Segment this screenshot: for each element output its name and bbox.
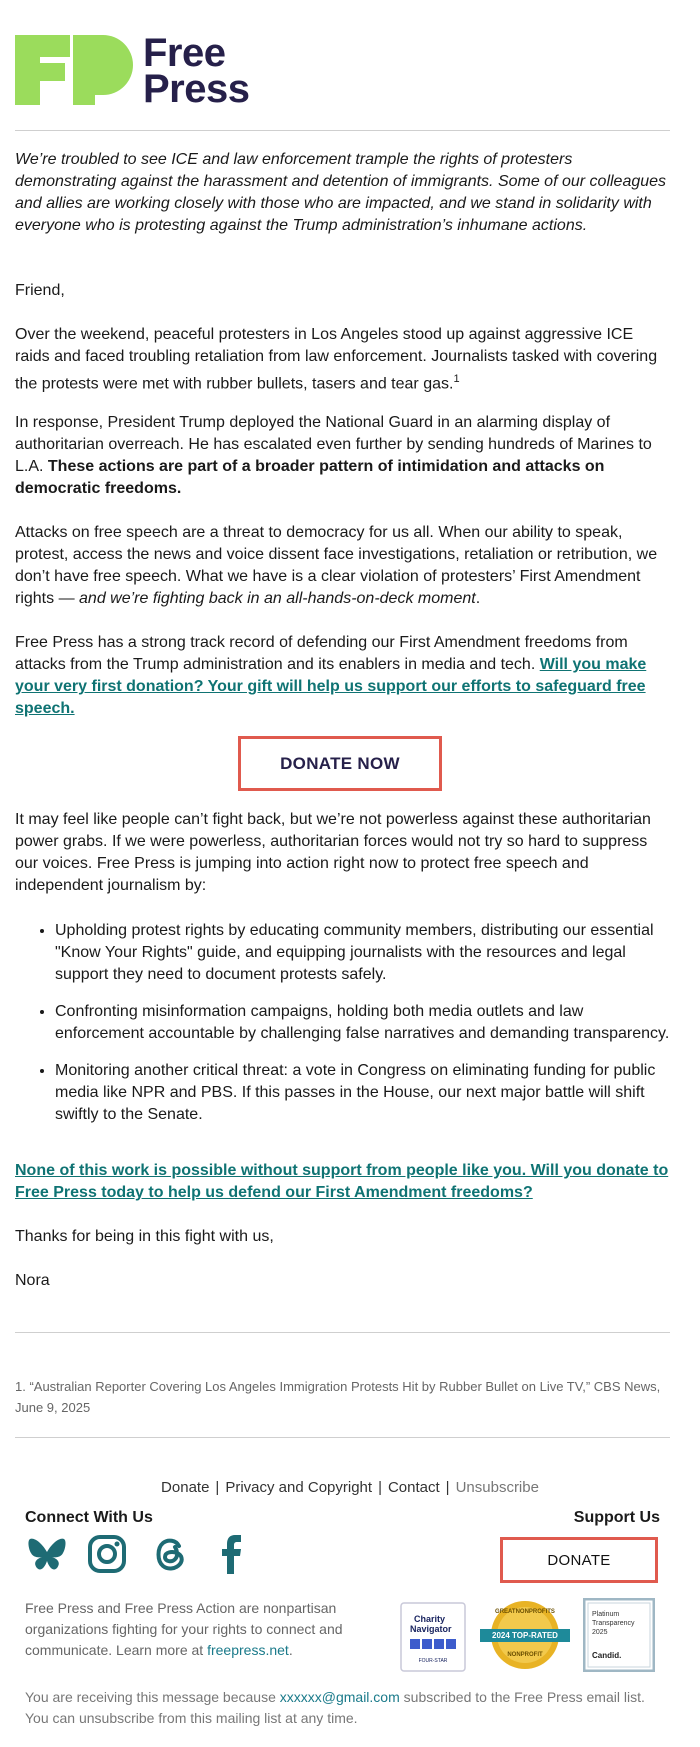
action-list <box>15 920 670 1141</box>
footer-unsubscribe-link[interactable]: Unsubscribe <box>455 1479 539 1496</box>
svg-text:Charity: Charity <box>414 1614 446 1624</box>
logo-line-2: Press <box>143 67 250 111</box>
header-divider <box>15 130 670 131</box>
paragraph-protests <box>15 324 670 395</box>
separator: | <box>215 1479 220 1496</box>
fp-logo-mark <box>15 35 133 105</box>
charity-navigator-badge <box>400 1602 466 1672</box>
connect-with-us-title: Connect With Us <box>25 1509 153 1526</box>
svg-text:FOUR-STAR: FOUR-STAR <box>418 1658 448 1664</box>
paragraph-free-speech-italic: and we’re fighting back in an all-hands-on-deck moment <box>79 590 476 607</box>
footer-divider <box>15 1437 670 1438</box>
footnote-divider <box>15 1332 670 1333</box>
footnote: 1. “Australian Reporter Covering Los Angeles Immigration Protests Hit by Rubber Bullet on Live TV,” CBS News, June 9, 2025 <box>15 1379 661 1415</box>
donate-today-link[interactable]: None of this work is possible without support from people like you. Will you donate to Free Press today to help us defend our First Amendment freedoms? <box>15 1162 669 1201</box>
notice-pre: You are receiving this message because <box>25 1689 280 1705</box>
svg-text:Transparency: Transparency <box>592 1620 635 1627</box>
about-text-body: Free Press and Free Press Action are nonpartisan organizations fighting for your rights to connect and communicate. Learn more at <box>25 1600 343 1658</box>
facebook-icon[interactable] <box>210 1532 258 1580</box>
footer-privacy-link[interactable]: Privacy and Copyright <box>225 1479 373 1496</box>
signature: Nora <box>15 1272 50 1289</box>
list-item: • Upholding protest rights by educating community members, distributing our essential "Know Your Rights" guide, and equipping journalists with the resources and legal support they need to document protests safely. <box>55 920 670 986</box>
notice-post: subscribed to the Free Press email list. You can unsubscribe from this mailing list at any time. <box>25 1689 645 1726</box>
svg-text:GREATNONPROFITS: GREATNONPROFITS <box>495 1609 555 1615</box>
paragraph-not-powerless: It may feel like people can’t fight back, but we’re not powerless against these authoritarian power grabs. If we were powerless, authoritarian forces would not try so hard to suppress our voices. Free Press is jumping into action right now to protect free speech and independent journalism by: <box>15 811 651 894</box>
svg-text:2024 TOP-RATED: 2024 TOP-RATED <box>492 1631 558 1640</box>
support-us-title: Support Us <box>573 1509 660 1526</box>
closing-line: Thanks for being in this fight with us, <box>15 1228 274 1245</box>
footnote-ref[interactable]: 1 <box>453 373 460 385</box>
subscription-notice <box>25 1687 665 1729</box>
freepress-link[interactable]: freepress.net <box>207 1642 289 1658</box>
paragraph-response-bold: These actions are part of a broader pattern of intimidation and attacks on democratic freedoms. <box>15 458 605 497</box>
greeting: Friend, <box>15 282 65 299</box>
list-item: • Monitoring another critical threat: a vote in Congress on eliminating funding for public media like NPR and PBS. If this passes in the House, our next major battle will shift swiftly to the Senate. <box>55 1060 670 1126</box>
svg-text:Candid.: Candid. <box>592 1651 622 1660</box>
bluesky-icon[interactable] <box>25 1532 73 1580</box>
paragraph-response <box>15 412 670 500</box>
list-item: • Confronting misinformation campaigns, holding both media outlets and law enforcement accountable by challenging false narratives and demanding transparency. <box>55 1001 670 1045</box>
logo-wordmark <box>143 31 250 111</box>
first-donation-link[interactable]: Will you make your very first donation? Your gift will help us support our efforts to safeguard free speech. <box>15 656 647 717</box>
svg-text:Navigator: Navigator <box>410 1624 452 1634</box>
paragraph-response-text: In response, President Trump deployed the National Guard in an alarming display of authoritarian overreach. He has escalated even further by sending hundreds of Marines to L.A. <box>15 414 652 475</box>
candid-transparency-badge <box>583 1598 655 1672</box>
donate-now-button[interactable]: DONATE NOW <box>238 736 442 791</box>
free-press-logo[interactable] <box>15 31 275 111</box>
footer-donate-button[interactable]: DONATE <box>500 1537 658 1583</box>
paragraph-free-speech-text: Attacks on free speech are a threat to democracy for us all. When our ability to speak, protest, access the news and voice dissent face investigations, retaliation or retribution, we don’t have free speech. What we have is a clear violation of protesters’ First Amendment rights — <box>15 524 658 607</box>
paragraph-track-record <box>15 632 670 720</box>
paragraph-cta <box>15 1160 670 1204</box>
logo-line-1: Free <box>143 31 226 75</box>
paragraph-free-speech-end: . <box>475 590 481 607</box>
svg-text:Platinum: Platinum <box>592 1611 620 1618</box>
intro-statement: We’re troubled to see ICE and law enforcement trample the rights of protesters demonstrating against the harassment and detention of immigrants. Some of our colleagues and allies are working closely with those who are impacted, and we stand in solidarity with everyone who is protesting against the Trump administration’s inhumane actions. <box>15 151 667 234</box>
subscriber-email-link[interactable]: xxxxxx@gmail.com <box>279 1689 400 1705</box>
footer-contact-link[interactable]: Contact <box>387 1479 440 1496</box>
footer-donate-link[interactable]: Donate <box>161 1479 210 1496</box>
svg-text:NONPROFIT: NONPROFIT <box>507 1652 543 1658</box>
threads-icon[interactable] <box>148 1532 196 1580</box>
great-nonprofits-badge <box>478 1598 572 1674</box>
instagram-icon[interactable] <box>85 1532 133 1580</box>
paragraph-free-speech <box>15 522 670 610</box>
about-text-end: . <box>288 1642 293 1658</box>
separator: | <box>445 1479 450 1496</box>
about-text <box>25 1598 385 1661</box>
footer-links <box>0 1479 700 1496</box>
separator: | <box>378 1479 382 1496</box>
paragraph-track-record-text: Free Press has a strong track record of defending our First Amendment freedoms from attacks from the Trump administration and its enablers in media and tech. <box>15 634 628 673</box>
svg-text:2025: 2025 <box>592 1629 608 1636</box>
paragraph-protests-text: Over the weekend, peaceful protesters in Los Angeles stood up against aggressive ICE raids and faced troubling retaliation from law enforcement. Journalists tasked with covering the protests were met with rubber bullets, tasers and tear gas. <box>15 326 658 393</box>
